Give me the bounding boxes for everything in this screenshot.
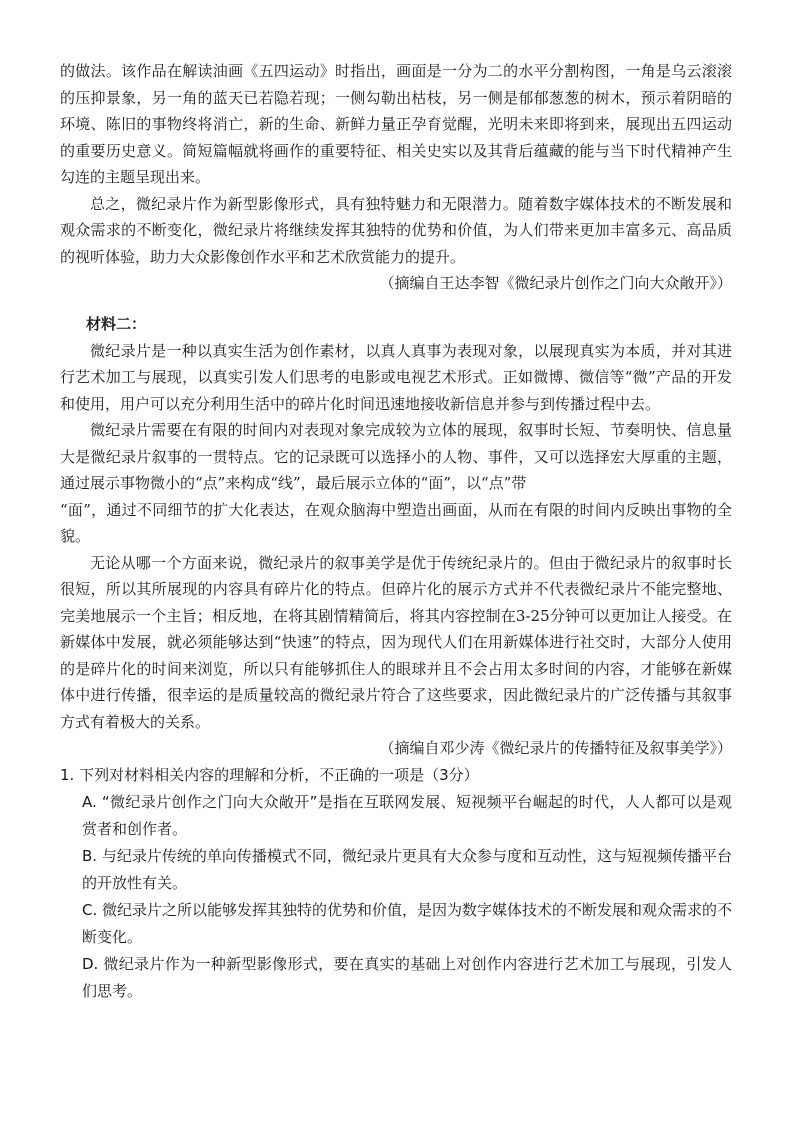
material1-paragraph-1: 的做法。该作品在解读油画《五四运动》时指出，画面是一分为二的水平分割构图，一角是乌云滚滚的压抑景象，另一角的蓝天已若隐若现；一侧勾勒出枯枝，另一侧是郁郁葱葱的树木，预示着阴暗的环境、陈旧的事物终将消亡，新的生命、新鲜力量正孕育觉醒，光明未来即将到来，展现出五四运动的重要历史意义。简短篇幅就将画作的重要特征、相关史实以及其背后蕴藏的能与当下时代精神产生勾连的主题呈现出来。 bbox=[60, 62, 732, 186]
option-d: D. 微纪录片作为一种新型影像形式，要在真实的基础上对创作内容进行艺术加工与展现，引发人们思考。 bbox=[82, 955, 732, 1000]
option-b: B. 与纪录片传统的单向传播模式不同，微纪录片更具有大众参与度和互动性，这与短视频传播平台的开放性有关。 bbox=[82, 847, 732, 892]
question-stem: 1. 下列对材料相关内容的理解和分析，不正确的一项是（3分） bbox=[60, 766, 479, 784]
material2-paragraph-2: 微纪录片需要在有限的时间内对表现对象完成较为立体的展现，叙事时长短、节奏明快、信息量大是微纪录片叙事的一贯特点。它的记录既可以选择小的人物、事件，又可以选择宏大厚重的主题，通过展示事物微小的“点”来构成“线”，最后展示立体的“面”，以“点”带 bbox=[60, 421, 732, 492]
material2 bbox=[60, 311, 732, 762]
option-a: A. “微纪录片创作之门向大众敞开”是指在互联网发展、短视频平台崛起的时代，人人都可以是观赏者和创作者。 bbox=[82, 793, 732, 838]
question-1 bbox=[60, 762, 732, 1005]
material1-source: （摘编自王达李智《微纪录片创作之门向大众敞开》） bbox=[379, 274, 732, 292]
option-c: C. 微纪录片之所以能够发挥其独特的优势和价值，是因为数字媒体技术的不断发展和观众需求的不断变化。 bbox=[82, 901, 733, 946]
material2-heading: 材料二： bbox=[86, 315, 147, 333]
material2-source: （摘编自邓少涛《微纪录片的传播特征及叙事美学》） bbox=[379, 739, 732, 757]
material2-paragraph-2-cont: “面”，通过不同细节的扩大化表达，在观众脑海中塑造出画面，从而在有限的时间内反映出事物的全貌。 bbox=[60, 500, 732, 545]
material2-paragraph-3: 无论从哪一个方面来说，微纪录片的叙事美学是优于传统纪录片的。但由于微纪录片的叙事时长很短，所以其所展现的内容具有碎片化的特点。但碎片化的展示方式并不代表微纪录片不能完整地、完美地展示一个主旨；相反地，在将其剧情精简后，将其内容控制在3-25分钟可以更加让人接受。在新媒体中发展，就必须能够达到“快速”的特点，因为现代人们在用新媒体进行社交时，大部分人使用的是碎片化的时间来浏览，所以只有能够抓住人的眼球并且不会占用太多时间的内容，才能够在新媒体中进行传播，很幸运的是质量较高的微纪录片符合了这些要求，因此微纪录片的广泛传播与其叙事方式有着极大的关系。 bbox=[60, 553, 732, 731]
material1-paragraph-2: 总之，微纪录片作为新型影像形式，具有独特魅力和无限潜力。随着数字媒体技术的不断发展和观众需求的不断变化，微纪录片将继续发挥其独特的优势和价值，为人们带来更加丰富多元、高品质的视听体验，助力大众影像创作水平和艺术欣赏能力的提升。 bbox=[60, 194, 732, 266]
material1-tail bbox=[60, 58, 732, 297]
material2-paragraph-1: 微纪录片是一种以真实生活为创作素材，以真人真事为表现对象，以展现真实为本质，并对其进行艺术加工与展现，以真实引发人们思考的电影或电视艺术形式。正如微博、微信等“微”产品的开发和使用，用户可以充分利用生活中的碎片化时间迅速地接收新信息并参与到传播过程中去。 bbox=[60, 341, 732, 413]
